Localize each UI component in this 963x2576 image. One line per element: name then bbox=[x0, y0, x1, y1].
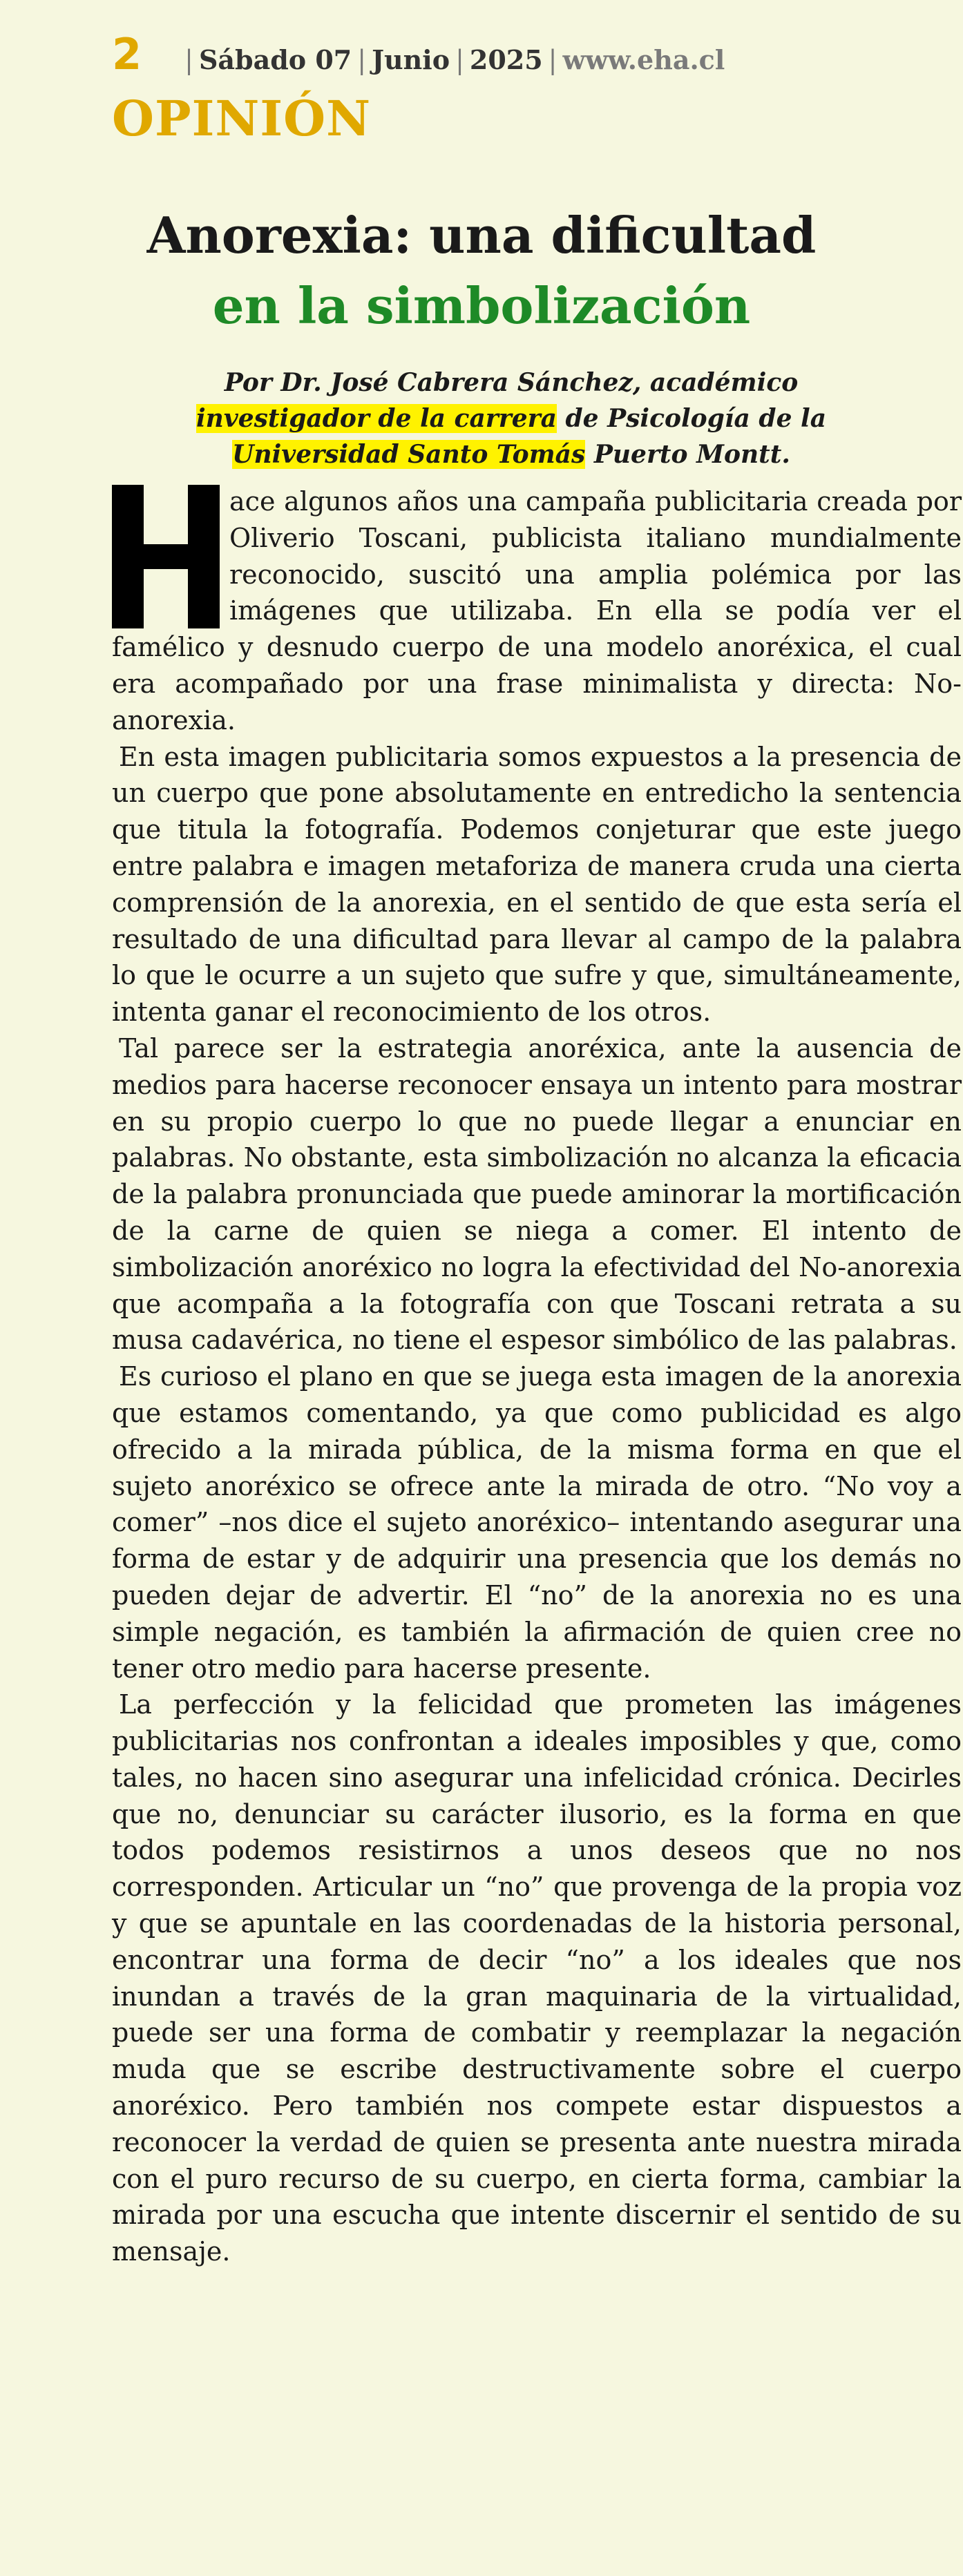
headline-line-1: Anorexia: una dificultad bbox=[146, 206, 817, 265]
article-paragraph: ace algunos años una campaña publicitaria creada por Oliverio Toscani, publicista italiano mundialmente reconocido, suscitó una amplia polémica por las imágenes que utilizaba. En ella se podía ver el famélico y desnudo cuerpo de una modelo anoréxica, el cual era acompañado por una frase minimalista y directa: No-anorexia. bbox=[112, 486, 962, 736]
byline-text: de Psicología de la bbox=[556, 404, 827, 433]
article-paragraph: Tal parece ser la estrategia anoréxica, ante la ausencia de medios para hacerse reconocer ensaya un intento para mostrar en su propio cuerpo lo que no puede llegar a enunciar en palabras. No obstante, esta simbolización no alcanza la eficacia de la palabra pronunciada que puede aminorar la mortificación de la carne de quien se niega a comer. El intento de simbolización anoréxico no logra la efectividad del No-anorexia que acompaña a la fotografía con que Toscani retrata a su musa cadavérica, no tiene el espesor simbólico de las palabras. bbox=[112, 1032, 962, 1356]
article-paragraph: La perfección y la felicidad que prometen las imágenes publicitarias nos confrontan a ideales imposibles y que, como tales, no hacen sino asegurar una infelicidad crónica. Decirles que no, denunciar su carácter ilusorio, es la forma en que todos podemos resistirnos a unos deseos que no nos corresponden. Articular un “no” que provenga de la propia voz y que se apuntale en las coordenadas de la historia personal, encontrar una forma de decir “no” a los ideales que nos inundan a través de la gran maquinaria de la virtualidad, puede ser una forma de combatir y reemplazar la negación muda que se escribe destructivamente sobre el cuerpo anoréxico. Pero también nos compete estar dispuestos a reconocer la verdad de quien se presenta ante nuestra mirada con el puro recurso de su cuerpo, en cierta forma, cambiar la mirada por una escucha que intente discernir el sentido de su mensaje. bbox=[112, 1689, 962, 2267]
header-divider: | bbox=[455, 45, 464, 75]
section-label: OPINIÓN bbox=[112, 90, 372, 147]
dropcap-spacer bbox=[112, 483, 229, 626]
page-number: 2 bbox=[112, 29, 142, 79]
page-header bbox=[112, 29, 908, 83]
header-day: Sábado 07 bbox=[198, 44, 352, 75]
header-year: 2025 bbox=[469, 44, 543, 75]
article-paragraph: En esta imagen publicitaria somos expuestos a la presencia de un cuerpo que pone absolutamente en entredicho la sentencia que titula la fotografía. Podemos conjeturar que este juego entre palabra e imagen metaforiza de manera cruda una cierta comprensión de la anorexia, en el sentido de que esta sería el resultado de una dificultad para llevar al campo de la palabra lo que le ocurre a un sujeto que sufre y que, simultáneamente, intenta ganar el reconocimiento de los otros. bbox=[112, 741, 962, 1028]
header-divider: | bbox=[357, 45, 367, 75]
byline-highlight: investigador de la carrera bbox=[196, 404, 557, 433]
headline-line-2: en la simbolización bbox=[212, 276, 751, 335]
article-paragraph: Es curioso el plano en que se juega esta imagen de la anorexia que estamos comentando, ya que como publicidad es algo ofrecido a la mirada pública, de la misma forma en que el sujeto anoréxico se ofrece ante la mirada de otro. “No voy a comer” –nos dice el sujeto anoréxico– intentando asegurar una forma de estar y de adquirir una presencia que los demás no pueden dejar de advertir. El “no” de la anorexia no es una simple negación, es también la afirmación de quien cree no tener otro medio para hacerse presente. bbox=[112, 1361, 962, 1684]
header-month: Junio bbox=[372, 44, 450, 75]
author-byline bbox=[166, 365, 857, 472]
header-website: www.eha.cl bbox=[562, 44, 725, 75]
header-divider: | bbox=[184, 45, 193, 75]
byline-text: Por Dr. José Cabrera Sánchez, académico bbox=[224, 368, 799, 397]
header-divider: | bbox=[548, 45, 557, 75]
byline-text: Puerto Montt. bbox=[585, 440, 790, 469]
article-body bbox=[112, 483, 962, 2270]
byline-highlight: Universidad Santo Tomás bbox=[232, 440, 586, 469]
